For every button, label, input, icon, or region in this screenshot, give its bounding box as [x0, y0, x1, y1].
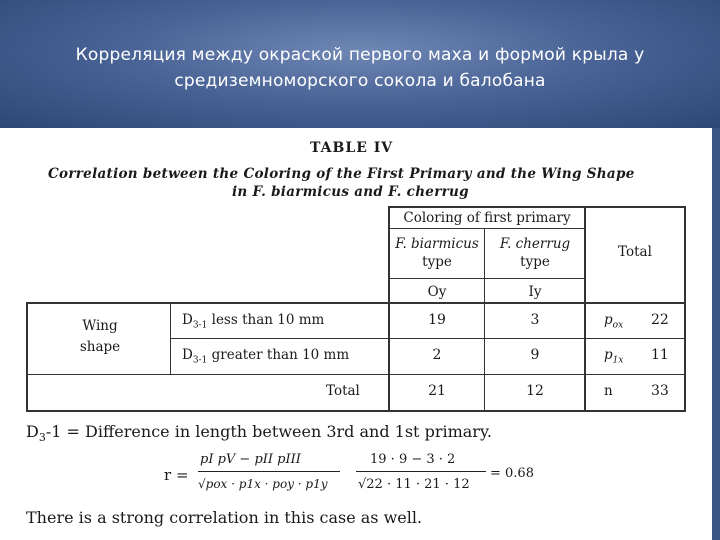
row-2-cherrug-value: 9	[530, 347, 540, 363]
group-header: Coloring of first primary	[403, 210, 571, 226]
total-row-label: Total	[326, 383, 360, 399]
definition-text: $D_3-1$ = Difference in length between 3rd and 1st primary.	[26, 422, 492, 445]
table-label: TABLE IV	[310, 140, 394, 156]
row-2-total-value: 11	[651, 347, 669, 363]
table-caption-line-2: in F. biarmicus and F. cherrug	[232, 184, 469, 200]
formula-denominator: √pox · p1x · poy · p1y	[198, 477, 328, 491]
table-top-rule	[388, 206, 686, 208]
row-1-total-symbol: $p_{ox}$	[604, 312, 624, 331]
row-group-label-line-1: Wing	[82, 318, 118, 334]
row-group-label-line-2: shape	[79, 339, 121, 355]
row-1-total-value: 22	[651, 312, 669, 328]
row-2-label: $D_{3-1}$ greater than 10 mm	[182, 347, 350, 366]
table-left-rule	[26, 302, 28, 412]
col2-type: type	[520, 254, 550, 270]
table-right-rule	[684, 206, 686, 412]
formula-result: = 0.68	[490, 466, 534, 481]
numeric-numerator: 19 · 9 − 3 · 2	[370, 452, 456, 467]
group-header-rule	[388, 228, 584, 229]
column-divider-rule	[484, 228, 485, 412]
scanned-page	[0, 128, 712, 540]
formula-fraction-bar	[198, 471, 340, 472]
table-caption-line-1: Correlation between the Coloring of the First Primary and the Wing Shape	[48, 166, 635, 182]
col1-symbol: Oy	[427, 284, 447, 300]
col1-species: F. biarmicus	[395, 236, 479, 252]
total-row-cherrug-value: 12	[526, 383, 544, 399]
row-1-label: $D_{3-1}$ less than 10 mm	[182, 312, 325, 331]
col1-type: type	[422, 254, 452, 270]
total-row-top-rule	[26, 374, 686, 375]
col2-species: F. cherrug	[499, 236, 571, 252]
formula-lhs: r =	[164, 466, 189, 484]
formula-numerator: pI pV − pII pIII	[200, 452, 301, 467]
slide-title-line-1: Корреляция между окраской первого маха и формой крыла у	[75, 45, 645, 65]
slide-title-line-2: средиземноморского сокола и балобана	[174, 71, 546, 91]
row-divider-rule	[170, 338, 686, 339]
row-2-total-symbol: $p_{1x}$	[604, 347, 624, 366]
table-bottom-rule	[26, 410, 686, 412]
row-2-biarmicus-value: 2	[432, 347, 442, 363]
type-row-rule	[388, 278, 584, 279]
total-row-grand-total: 33	[651, 383, 669, 399]
right-edge-bar	[712, 128, 720, 540]
total-row-symbol: n	[604, 383, 613, 399]
body-top-rule	[26, 302, 686, 304]
total-column-rule	[584, 206, 586, 412]
row-1-cherrug-value: 3	[530, 312, 540, 328]
total-row-biarmicus-value: 21	[428, 383, 446, 399]
numeric-denominator: √22 · 11 · 21 · 12	[358, 477, 470, 492]
total-header: Total	[618, 244, 652, 260]
numeric-fraction-bar	[356, 471, 486, 472]
row-1-biarmicus-value: 19	[428, 312, 446, 328]
slide-header	[0, 0, 720, 128]
col2-symbol: Iy	[528, 284, 542, 300]
conclusion-text: There is a strong correlation in this case as well.	[26, 508, 423, 527]
